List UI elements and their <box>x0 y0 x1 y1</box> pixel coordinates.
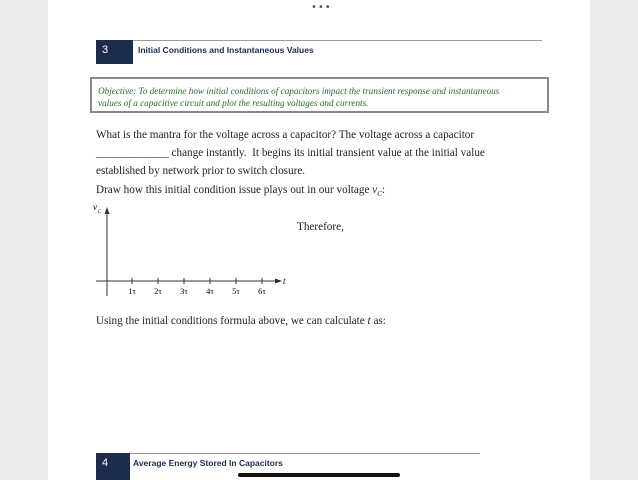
objective-line-1: Objective: To determine how initial conditions of capacitors impact the transient response and instantaneous <box>98 86 500 96</box>
answer-blank: _____________ <box>96 147 169 159</box>
time-symbol: t <box>367 315 371 327</box>
x-axis-arrow <box>275 279 282 284</box>
more-options-icon[interactable]: ••• <box>311 2 332 13</box>
y-axis-label: v <box>93 202 97 212</box>
question-line-1: What is the mantra for the voltage across a capacitor? The voltage across a capacitor <box>96 129 475 141</box>
voltage-time-graph <box>88 200 298 300</box>
graph-svg <box>88 200 298 300</box>
home-indicator[interactable] <box>238 473 400 477</box>
x-tick-label: 1τ <box>128 286 136 296</box>
y-axis-arrow <box>105 207 110 214</box>
question-paragraph <box>96 126 485 180</box>
question-line-2 <box>96 144 485 162</box>
x-tick-label: 3τ <box>180 286 188 296</box>
objective-line-2: values of a capacitive circuit and plot the resulting voltages and currents. <box>98 98 369 108</box>
y-axis-label-subscript: C <box>98 210 102 215</box>
question-line-3: established by network prior to switch closure. <box>96 165 306 177</box>
calc-sentence <box>96 312 386 330</box>
section-3-rule <box>96 40 542 41</box>
x-tick-label: 6τ <box>258 286 266 296</box>
section-3-title: Initial Conditions and Instantaneous Values <box>138 45 314 55</box>
x-tick-label: 2τ <box>154 286 162 296</box>
draw-instruction-colon: : <box>381 184 385 196</box>
therefore-text: Therefore, <box>297 221 344 233</box>
section-4-rule <box>96 453 480 454</box>
x-tick-label: 5τ <box>232 286 240 296</box>
section-4-number: 4 <box>96 453 130 480</box>
section-3-number: 3 <box>96 40 133 64</box>
calc-sentence-text: Using the initial conditions formula above, we can calculate <box>96 315 368 327</box>
question-line-2-text: change instantly. It begins its initial transient value at the initial value <box>168 147 485 159</box>
voltage-subscript: C <box>377 190 382 199</box>
x-tick-label: 4τ <box>206 286 214 296</box>
objective-box <box>90 77 549 113</box>
section-4-title: Average Energy Stored In Capacitors <box>133 458 283 468</box>
calc-sentence-suffix: as: <box>370 315 386 327</box>
voltage-symbol: v <box>372 184 378 196</box>
x-axis-label: t <box>283 276 286 286</box>
draw-instruction-text: Draw how this initial condition issue plays out in our voltage <box>96 184 373 196</box>
